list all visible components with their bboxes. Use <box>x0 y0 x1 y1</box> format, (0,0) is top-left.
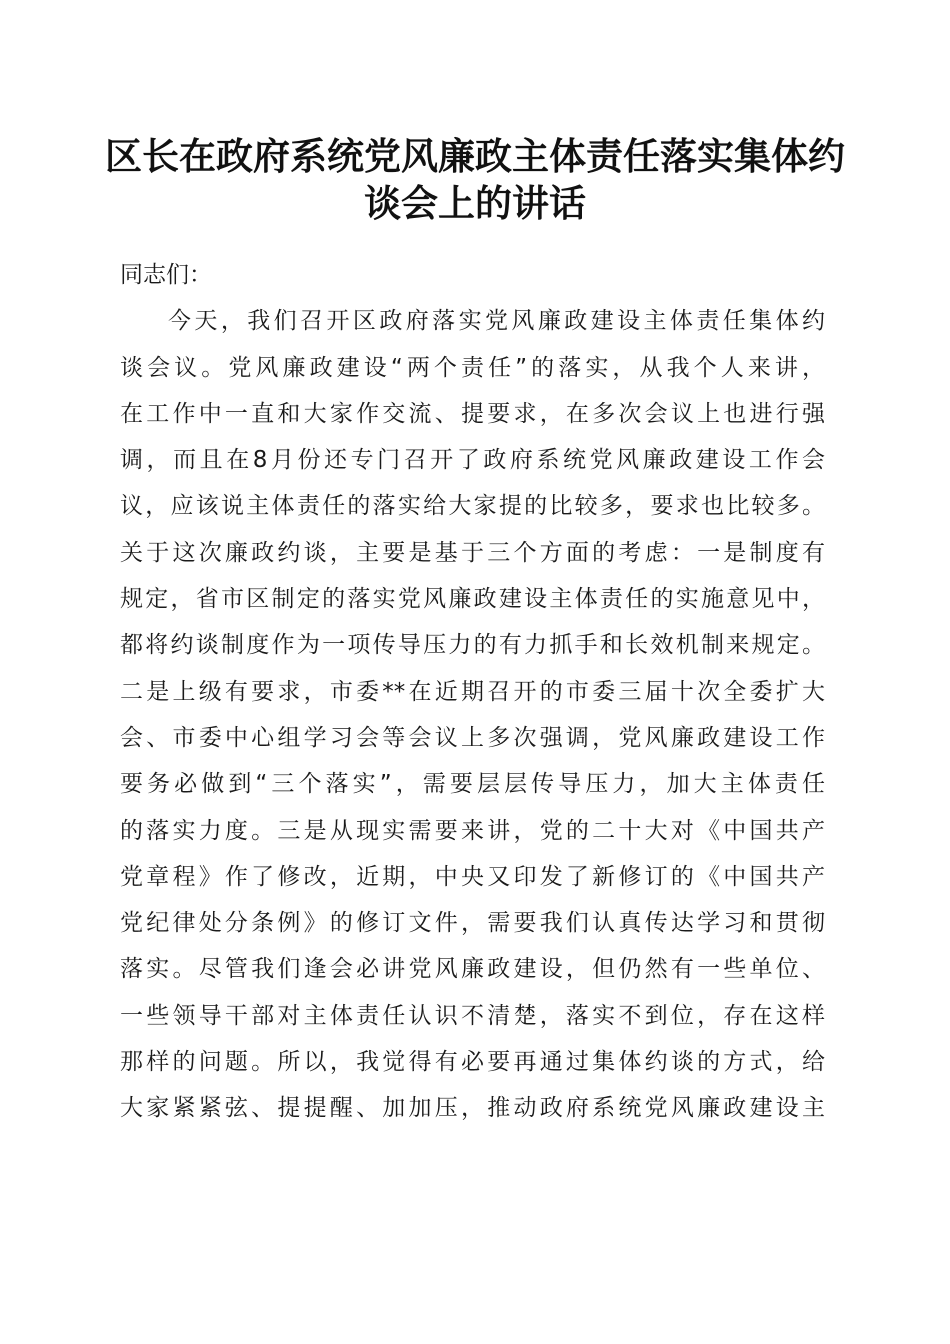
text-line: 党章程》作了修改，近期，中央又印发了新修订的《中国共产 <box>120 863 825 890</box>
text-line: 会、市委中心组学习会等会议上多次强调，党风廉政建设工作 <box>120 724 825 751</box>
text-line: 谈会议。党风廉政建设“两个责任”的落实，从我个人来讲， <box>120 354 825 381</box>
title-line-1: 区长在政府系统党风廉政主体责任落实集体约 <box>105 134 845 178</box>
text-line: 的落实力度。三是从现实需要来讲，党的二十大对《中国共产 <box>120 817 825 844</box>
text-line: 大家紧紧弦、提提醒、加加压，推动政府系统党风廉政建设主 <box>120 1095 825 1122</box>
text-line: 关于这次廉政约谈，主要是基于三个方面的考虑：一是制度有 <box>120 539 825 566</box>
document-body <box>120 252 825 1132</box>
body-paragraph <box>120 298 825 1131</box>
text-line: 落实。尽管我们逢会必讲党风廉政建设，但仍然有一些单位、 <box>120 956 825 983</box>
title-line-2: 谈会上的讲话 <box>364 181 586 225</box>
text-line: 一些领导干部对主体责任认识不清楚，落实不到位，存在这样 <box>120 1002 825 1029</box>
text-line: 在工作中一直和大家作交流、提要求，在多次会议上也进行强 <box>120 400 825 427</box>
text-line: 今天，我们召开区政府落实党风廉政建设主体责任集体约 <box>168 308 825 335</box>
text-line: 议，应该说主体责任的落实给大家提的比较多，要求也比较多。 <box>120 493 825 520</box>
text-line: 二是上级有要求，市委**在近期召开的市委三届十次全委扩大 <box>120 678 825 705</box>
text-line: 那样的问题。所以，我觉得有必要再通过集体约谈的方式，给 <box>120 1049 825 1076</box>
text-line: 调，而且在8月份还专门召开了政府系统党风廉政建设工作会 <box>120 447 825 474</box>
text-line: 规定，省市区制定的落实党风廉政建设主体责任的实施意见中， <box>120 586 825 613</box>
text-line: 党纪律处分条例》的修订文件，需要我们认真传达学习和贯彻 <box>120 910 825 937</box>
text-line: 要务必做到“三个落实”，需要层层传导压力，加大主体责任 <box>120 771 825 798</box>
salutation: 同志们： <box>120 262 212 288</box>
text-line: 都将约谈制度作为一项传导压力的有力抓手和长效机制来规定。 <box>120 632 825 659</box>
document-title <box>100 133 850 227</box>
